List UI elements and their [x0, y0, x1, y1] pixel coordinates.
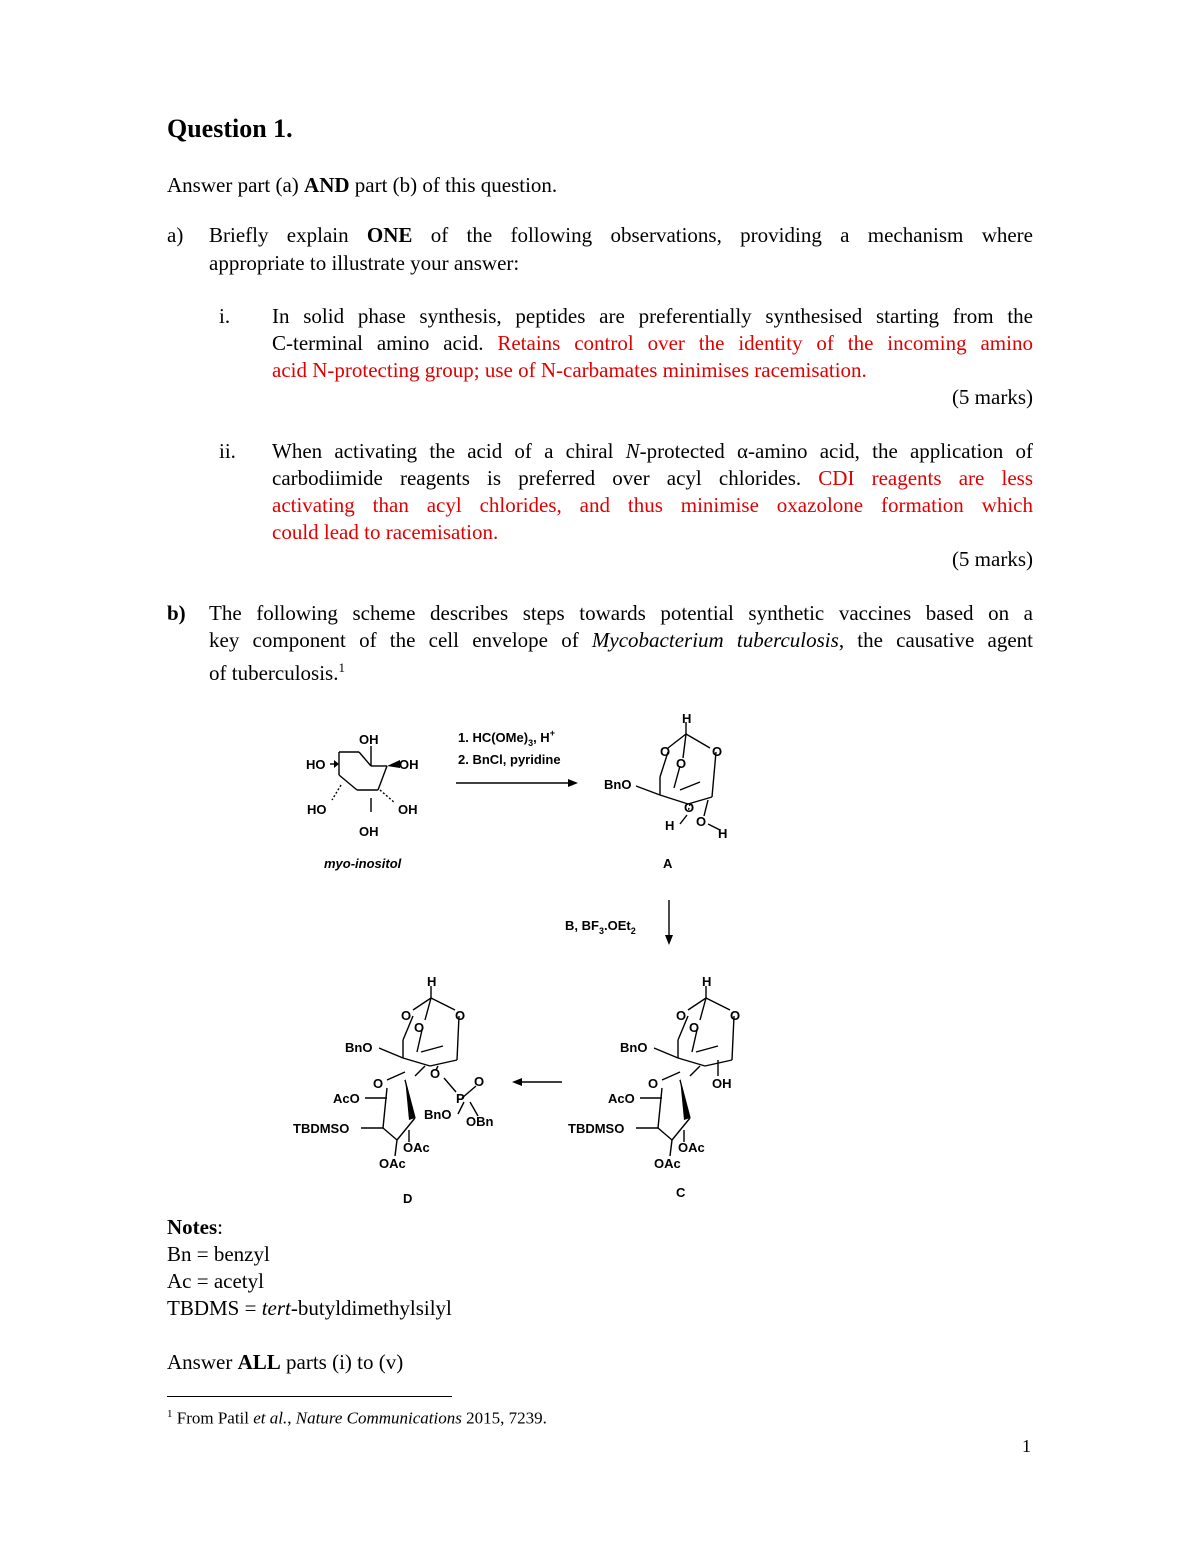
note-tbdms	[167, 1295, 452, 1322]
compound-d-structure	[293, 974, 494, 1206]
atom-o: O	[648, 1076, 659, 1091]
item-ii-answer: CDI reagents are less	[818, 466, 1033, 490]
instruction-bold: AND	[304, 173, 350, 197]
atom-h: H	[718, 826, 728, 841]
footnote-sep: ,	[287, 1408, 296, 1428]
atom-o: O	[430, 1066, 441, 1081]
atom-o: O	[474, 1074, 485, 1089]
item-i-answer: Retains control over the identity of the incoming amino	[497, 331, 1033, 355]
atom-o: O	[660, 744, 671, 759]
note-tbdms-text: TBDMS =	[167, 1296, 262, 1320]
item-ii-italic: N	[625, 439, 640, 463]
atom-o: O	[676, 756, 687, 771]
footnote-text: From Patil	[172, 1408, 254, 1428]
part-b-line1: The following scheme describes steps towards potential synthetic vaccines based on a	[209, 601, 1033, 625]
atom-oac: OAc	[403, 1140, 430, 1155]
footnote-number: 1	[167, 1408, 173, 1420]
atom-o: O	[689, 1020, 700, 1035]
note-ac: Ac = acetyl	[167, 1269, 264, 1293]
notes-colon: :	[217, 1215, 223, 1239]
item-ii-line3: activating than acyl chlorides, and thus minimise oxazolone formation which	[272, 493, 1033, 517]
footnote-ref: 1	[338, 660, 345, 675]
part-a-label: a)	[167, 223, 184, 247]
atom-o: O	[455, 1008, 466, 1023]
atom-o: O	[373, 1076, 384, 1091]
atom-o: O	[414, 1020, 425, 1035]
atom-tbdmso: TBDMSO	[293, 1121, 350, 1136]
part-a-text-end: of the following observations, providing a mechanism where	[412, 223, 1033, 247]
atom-o: O	[730, 1008, 741, 1023]
footnote	[167, 1408, 547, 1429]
atom-obn: OBn	[466, 1114, 494, 1129]
atom-bno: BnO	[604, 777, 632, 792]
item-ii-text2: carbodiimide reagents is preferred over acyl chlorides.	[272, 466, 819, 490]
atom-bno: BnO	[620, 1040, 648, 1055]
answer-all-bold: ALL	[237, 1350, 281, 1374]
part-a-bold: ONE	[366, 223, 413, 247]
compound-name-myo-inositol: myo-inositol	[324, 856, 402, 871]
part-b-text-end: , the causative agent	[838, 628, 1033, 652]
page-number: 1	[1022, 1436, 1031, 1456]
compound-label-d: D	[403, 1191, 413, 1206]
part-b-text: key component of the cell envelope of	[209, 628, 592, 652]
notes-title-text: Notes	[167, 1215, 218, 1239]
atom-oh: OH	[712, 1076, 732, 1091]
atom-o: O	[684, 800, 695, 815]
atom-oh: OH	[359, 824, 379, 839]
item-ii-text-end: -protected α-amino acid, the application of	[639, 439, 1033, 463]
myo-inositol-structure	[306, 732, 419, 871]
atom-oh: OH	[399, 757, 419, 772]
answer-all-text-end: parts (i) to (v)	[280, 1350, 404, 1374]
item-i-text: C-terminal amino acid.	[272, 331, 498, 355]
reagent-step-1: 1. $HC(OMe)_3$, H+	[458, 728, 555, 748]
atom-ho: HO	[306, 757, 326, 772]
atom-o: O	[676, 1008, 687, 1023]
atom-oh: OH	[398, 802, 418, 817]
footnote-divider	[167, 1396, 452, 1397]
atom-h: H	[427, 974, 437, 989]
note-tbdms-italic: tert	[261, 1296, 291, 1320]
atom-ho: HO	[307, 802, 327, 817]
item-i-label: i.	[219, 304, 231, 328]
atom-oac: OAc	[379, 1156, 406, 1171]
atom-p: P	[456, 1091, 465, 1106]
answer-all-instruction	[167, 1349, 403, 1376]
atom-h: H	[665, 818, 675, 833]
part-b-text3: of tuberculosis.	[209, 661, 339, 685]
instruction-text-end: part (b) of this question.	[349, 173, 558, 197]
compound-c-structure	[568, 974, 740, 1200]
atom-h: H	[682, 711, 692, 726]
footnote-italic: et al.	[253, 1408, 288, 1428]
footnote-text-end: 2015, 7239.	[461, 1408, 547, 1428]
atom-h: H	[702, 974, 712, 989]
atom-bno: BnO	[345, 1040, 373, 1055]
instruction-text: Answer part (a)	[167, 173, 305, 197]
atom-oac: OAc	[654, 1156, 681, 1171]
reagent-step-2: 2. BnCl, pyridine	[458, 752, 561, 767]
item-i-line1: In solid phase synthesis, peptides are preferentially synthesised starting from the	[272, 304, 1033, 328]
part-a-line2: appropriate to illustrate your answer:	[209, 251, 520, 275]
compound-label-a: A	[663, 856, 673, 871]
compound-a-structure	[604, 711, 727, 871]
answer-all-text: Answer	[167, 1350, 238, 1374]
part-b-label: b)	[167, 601, 186, 625]
note-bn: Bn = benzyl	[167, 1242, 270, 1266]
note-tbdms-text-end: -butyldimethylsilyl	[290, 1296, 452, 1320]
part-a-text: Briefly explain	[209, 223, 367, 247]
atom-bno: BnO	[424, 1107, 452, 1122]
atom-o: O	[401, 1008, 412, 1023]
atom-o: O	[712, 744, 723, 759]
item-ii-text: When activating the acid of a chiral	[272, 439, 626, 463]
notes-title	[167, 1214, 223, 1241]
atom-oac: OAc	[678, 1140, 705, 1155]
atom-oh: OH	[359, 732, 379, 747]
item-ii-line4: could lead to racemisation.	[272, 520, 499, 544]
question-title: Question 1.	[167, 114, 293, 143]
journal-name: Nature Communications	[295, 1408, 462, 1428]
item-i-line3: acid N-protecting group; use of N-carbamates minimises racemisation.	[272, 358, 867, 382]
item-i-marks: (5 marks)	[951, 385, 1033, 409]
atom-aco: AcO	[608, 1091, 635, 1106]
atom-tbdmso: TBDMSO	[568, 1121, 625, 1136]
atom-aco: AcO	[333, 1091, 360, 1106]
compound-label-c: C	[676, 1185, 686, 1200]
item-ii-marks: (5 marks)	[951, 547, 1033, 571]
item-ii-label: ii.	[219, 439, 236, 463]
reagent-step-b: B, $BF_3.OEt_2$	[565, 918, 636, 936]
atom-o: O	[696, 814, 707, 829]
organism-name: Mycobacterium tuberculosis	[591, 628, 839, 652]
